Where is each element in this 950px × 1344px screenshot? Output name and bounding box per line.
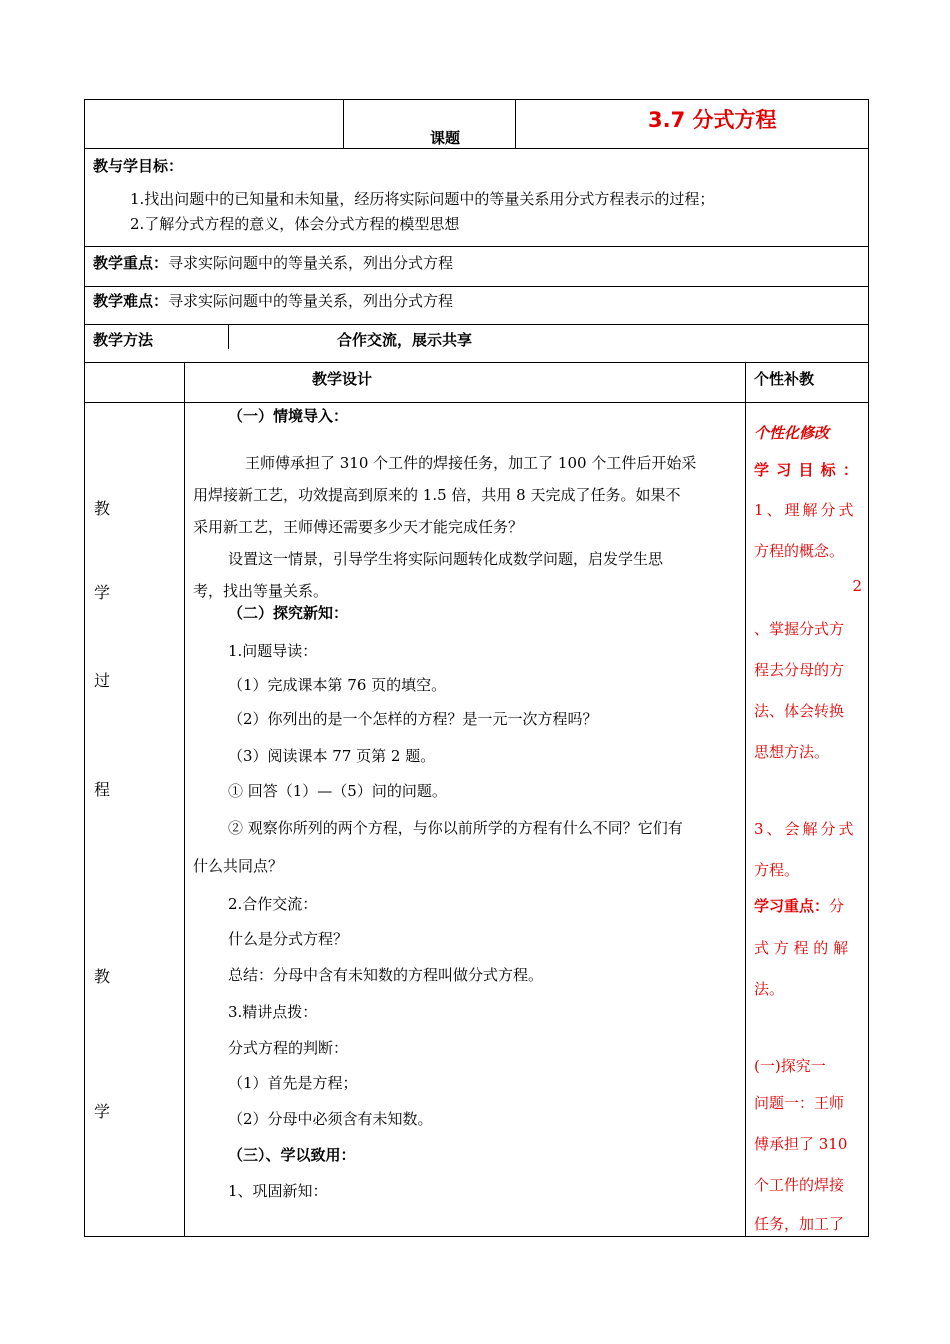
- personal-key-text: 分: [829, 897, 845, 915]
- personal-line: 3、会解分式: [754, 820, 857, 838]
- content-line: （2）分母中必须含有未知数。: [228, 1110, 433, 1128]
- header-divider: [515, 99, 516, 148]
- section-heading: （一）情境导入：: [228, 407, 349, 425]
- section-heading: （三）、学以致用：: [228, 1146, 356, 1164]
- content-line: （1）完成课本第 76 页的填空。: [228, 676, 447, 694]
- lesson-title: 3.7 分式方程: [648, 108, 777, 132]
- personal-line: 方程。: [754, 861, 800, 879]
- table-border-right: [868, 99, 869, 1237]
- personal-line: 法。: [754, 980, 785, 998]
- personal-line: 方程的概念。: [754, 542, 845, 560]
- personal-goal-label: 学 习 目 标 ：: [754, 461, 859, 479]
- personal-line: 思想方法。: [754, 743, 830, 761]
- personal-line: 任务，加工了: [754, 1215, 845, 1233]
- personal-line: 2: [852, 577, 862, 595]
- row-divider: [84, 148, 869, 149]
- personal-line: 1、理解分式: [754, 501, 857, 519]
- table-border-top: [84, 99, 869, 100]
- personal-key-label: 学习重点：: [754, 897, 830, 915]
- process-label-char: 过: [94, 671, 111, 690]
- table-border-bottom: [84, 1236, 869, 1237]
- column-divider: [184, 362, 185, 1236]
- content-line: 什么是分式方程？: [228, 930, 349, 948]
- objectives-label: 教与学目标：: [93, 157, 184, 175]
- table-border-left: [84, 99, 85, 1237]
- content-line: 设置这一情景，引导学生将实际问题转化成数学问题，启发学生思: [228, 550, 664, 568]
- row-divider: [84, 402, 869, 403]
- personal-column-header: 个性补教: [754, 370, 815, 388]
- personal-line: 、掌握分式方: [754, 620, 845, 638]
- row-divider: [84, 246, 869, 247]
- objective-item: 1.找出问题中的已知量和未知量，经历将实际问题中的等量关系用分式方程表示的过程；: [130, 190, 715, 208]
- content-line: 用焊接新工艺，功效提高到原来的 1.5 倍，共用 8 天完成了任务。如果不: [193, 486, 681, 504]
- content-line: ② 观察你所列的两个方程，与你以前所学的方程有什么不同？它们有: [228, 819, 683, 837]
- process-label-char: 教: [94, 499, 111, 518]
- process-label-char: 教: [94, 967, 111, 986]
- content-line: 总结：分母中含有未知数的方程叫做分式方程。: [228, 966, 544, 984]
- difficulty-text: 寻求实际问题中的等量关系，列出分式方程: [168, 292, 454, 310]
- key-point-text: 寻求实际问题中的等量关系，列出分式方程: [168, 254, 454, 272]
- row-divider: [84, 286, 869, 287]
- content-line: 1、巩固新知：: [228, 1182, 328, 1200]
- row-divider: [84, 324, 869, 325]
- process-label-char: 学: [94, 583, 111, 602]
- key-point-row: [93, 252, 453, 273]
- header-divider: [343, 99, 344, 148]
- row-divider: [84, 362, 869, 363]
- content-line: （3）阅读课本 77 页第 2 题。: [228, 747, 436, 765]
- personal-line: (一)探究一: [754, 1057, 826, 1075]
- section-heading: （二）探究新知：: [228, 604, 349, 622]
- subject-label: 课题: [430, 129, 461, 147]
- personal-line: 问题一：王师: [754, 1094, 845, 1112]
- content-line: 什么共同点？: [193, 857, 284, 875]
- personal-key-row: [754, 895, 862, 916]
- content-line: 分式方程的判断：: [228, 1039, 349, 1057]
- difficulty-label: 教学难点：: [93, 292, 169, 310]
- personal-line: 程去分母的方: [754, 661, 845, 679]
- content-line: 采用新工艺，王师傅还需要多少天才能完成任务？: [193, 518, 524, 536]
- column-divider: [745, 362, 746, 1236]
- content-line: ① 回答（1）—（5）问的问题。: [228, 782, 447, 800]
- process-label-char: 程: [94, 780, 111, 799]
- objective-item: 2.了解分式方程的意义，体会分式方程的模型思想: [130, 215, 460, 233]
- personal-line: 个工件的焊接: [754, 1176, 845, 1194]
- content-line: 3.精讲点拨：: [228, 1003, 318, 1021]
- content-line: 2.合作交流：: [228, 895, 318, 913]
- method-label: 教学方法: [93, 331, 154, 349]
- content-line: （1）首先是方程；: [228, 1074, 358, 1092]
- personal-heading: 个性化修改: [754, 424, 830, 442]
- method-text: 合作交流，展示共享: [337, 331, 473, 349]
- design-column-header: 教学设计: [312, 370, 373, 388]
- personal-line: 式 方 程 的 解: [754, 939, 849, 957]
- key-point-label: 教学重点：: [93, 254, 169, 272]
- content-line: 考，找出等量关系。: [193, 582, 329, 600]
- content-line: 1.问题导读：: [228, 642, 318, 660]
- process-label-char: 学: [94, 1102, 111, 1121]
- method-divider: [228, 324, 229, 349]
- content-line: 王师傅承担了 310 个工件的焊接任务，加工了 100 个工件后开始采: [245, 454, 697, 472]
- personal-line: 傅承担了 310: [754, 1135, 848, 1153]
- content-line: （2）你列出的是一个怎样的方程？是一元一次方程吗？: [228, 710, 598, 728]
- personal-line: 法、体会转换: [754, 702, 845, 720]
- difficulty-row: [93, 290, 453, 311]
